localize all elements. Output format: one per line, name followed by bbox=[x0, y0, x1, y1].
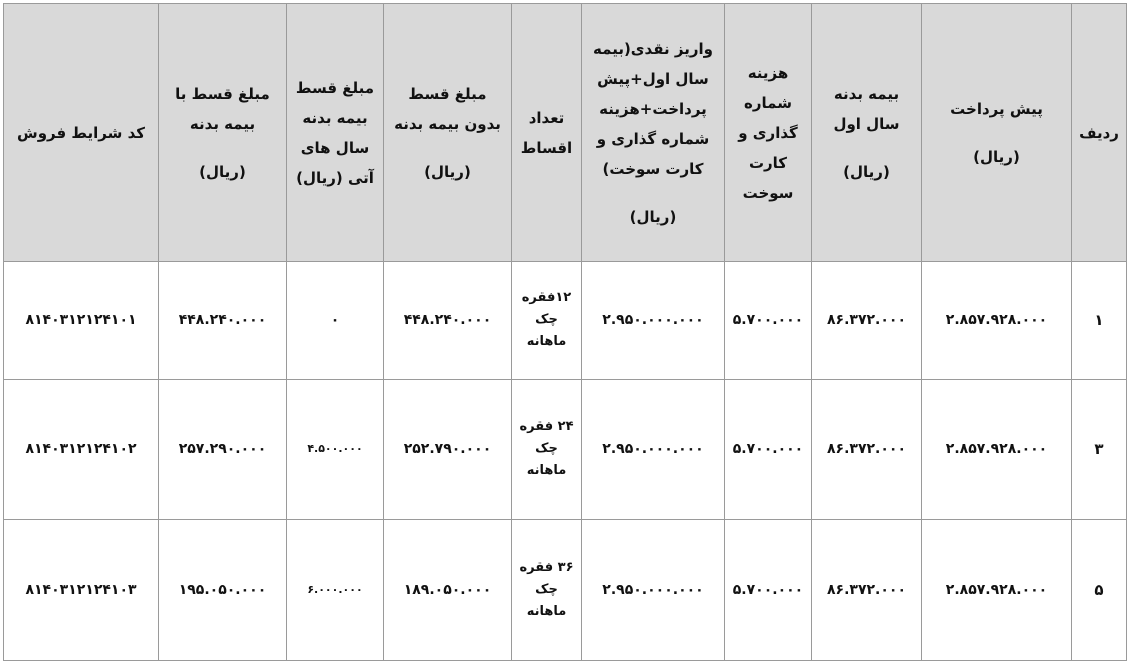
header-registration-fuel-card: هزینه شماره گذاری و کارت سوخت bbox=[725, 4, 812, 262]
header-row-number: ردیف bbox=[1072, 4, 1127, 262]
cell-future-insurance-installment: ۴.۵۰۰.۰۰۰ bbox=[287, 379, 384, 520]
cell-registration-fuel-card: ۵.۷۰۰.۰۰۰ bbox=[725, 262, 812, 380]
cell-first-year-insurance: ۸۶.۳۷۲.۰۰۰ bbox=[812, 262, 922, 380]
cell-first-year-insurance: ۸۶.۳۷۲.۰۰۰ bbox=[812, 520, 922, 661]
cell-registration-fuel-card: ۵.۷۰۰.۰۰۰ bbox=[725, 379, 812, 520]
header-sales-code: کد شرایط فروش bbox=[4, 4, 159, 262]
cell-row-number: ۵ bbox=[1072, 520, 1127, 661]
cell-row-number: ۱ bbox=[1072, 262, 1127, 380]
cell-prepayment: ۲.۸۵۷.۹۲۸.۰۰۰ bbox=[922, 262, 1072, 380]
table-row bbox=[4, 520, 1127, 661]
header-installment-with-insurance: مبلغ قسط با بیمه بدنه (ریال) bbox=[159, 4, 287, 262]
cell-installment-without-insurance: ۱۸۹.۰۵۰.۰۰۰ bbox=[384, 520, 512, 661]
sales-conditions-table-container bbox=[3, 3, 1126, 661]
header-installments-count: تعداد اقساط bbox=[512, 4, 582, 262]
table-row bbox=[4, 379, 1127, 520]
cell-sales-code: ۸۱۴۰۳۱۲۱۲۴۱۰۳ bbox=[4, 520, 159, 661]
cell-sales-code: ۸۱۴۰۳۱۲۱۲۴۱۰۲ bbox=[4, 379, 159, 520]
header-cash-deposit: واریز نقدی(بیمه سال اول+پیش پرداخت+هزینه شماره گذاری و کارت سوخت) (ریال) bbox=[582, 4, 725, 262]
cell-prepayment: ۲.۸۵۷.۹۲۸.۰۰۰ bbox=[922, 520, 1072, 661]
cell-future-insurance-installment: ۰ bbox=[287, 262, 384, 380]
cell-installment-without-insurance: ۴۴۸.۲۴۰.۰۰۰ bbox=[384, 262, 512, 380]
header-future-insurance-installment: مبلغ قسط بیمه بدنه سال های آتی (ریال) bbox=[287, 4, 384, 262]
cell-cash-deposit: ۲.۹۵۰.۰۰۰.۰۰۰ bbox=[582, 379, 725, 520]
sales-conditions-table bbox=[3, 3, 1127, 661]
header-prepayment: پیش پرداخت (ریال) bbox=[922, 4, 1072, 262]
table-body bbox=[4, 262, 1127, 661]
cell-registration-fuel-card: ۵.۷۰۰.۰۰۰ bbox=[725, 520, 812, 661]
cell-installments: ۱۲فقره چک ماهانه bbox=[512, 262, 582, 380]
table-row bbox=[4, 262, 1127, 380]
cell-installment-without-insurance: ۲۵۲.۷۹۰.۰۰۰ bbox=[384, 379, 512, 520]
cell-sales-code: ۸۱۴۰۳۱۲۱۲۴۱۰۱ bbox=[4, 262, 159, 380]
cell-future-insurance-installment: ۶.۰۰۰.۰۰۰ bbox=[287, 520, 384, 661]
table-header bbox=[4, 4, 1127, 262]
cell-installment-with-insurance: ۲۵۷.۲۹۰.۰۰۰ bbox=[159, 379, 287, 520]
header-first-year-insurance: بیمه بدنه سال اول (ریال) bbox=[812, 4, 922, 262]
cell-row-number: ۳ bbox=[1072, 379, 1127, 520]
cell-first-year-insurance: ۸۶.۳۷۲.۰۰۰ bbox=[812, 379, 922, 520]
cell-installment-with-insurance: ۱۹۵.۰۵۰.۰۰۰ bbox=[159, 520, 287, 661]
cell-installments: ۲۴ فقره چک ماهانه bbox=[512, 379, 582, 520]
cell-cash-deposit: ۲.۹۵۰.۰۰۰.۰۰۰ bbox=[582, 520, 725, 661]
cell-prepayment: ۲.۸۵۷.۹۲۸.۰۰۰ bbox=[922, 379, 1072, 520]
cell-installment-with-insurance: ۴۴۸.۲۴۰.۰۰۰ bbox=[159, 262, 287, 380]
cell-cash-deposit: ۲.۹۵۰.۰۰۰.۰۰۰ bbox=[582, 262, 725, 380]
cell-installments: ۳۶ فقره چک ماهانه bbox=[512, 520, 582, 661]
header-installment-without-insurance: مبلغ قسط بدون بیمه بدنه (ریال) bbox=[384, 4, 512, 262]
